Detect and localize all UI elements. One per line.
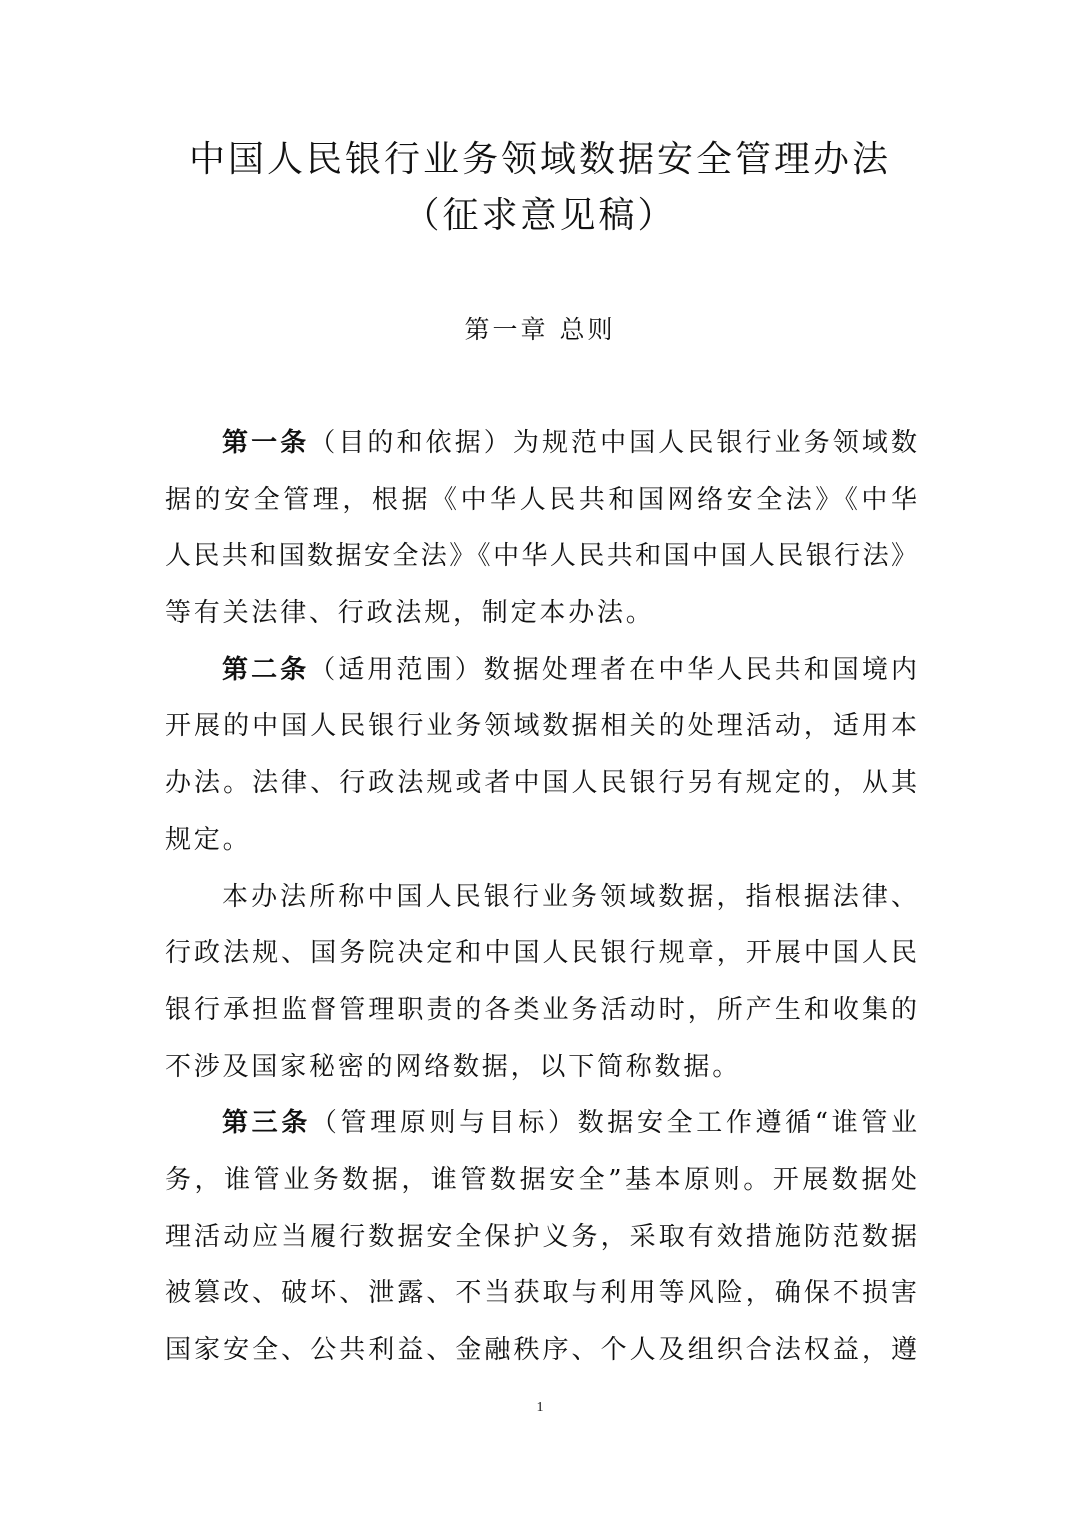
paragraph <box>165 869 917 1096</box>
text-line <box>165 925 917 982</box>
text-line <box>165 1095 917 1152</box>
text-line <box>165 528 917 585</box>
line-text: 规定。 <box>165 824 252 855</box>
chapter-heading: 第一章 总则 <box>464 315 616 344</box>
article-label: 第二条 <box>222 654 310 685</box>
text-line <box>165 472 917 529</box>
line-text: 等有关法律、行政法规，制定本办法。 <box>165 598 655 629</box>
line-text: 务，谁管业务数据，谁管数据安全”基本原则。开展数据处 <box>165 1164 917 1195</box>
line-text: 本办法所称中国人民银行业务领域数据，指根据法律、 <box>222 881 917 912</box>
line-text: （目的和依据）为规范中国人民银行业务领域数 <box>309 428 917 458</box>
article-label: 第一条 <box>222 428 310 458</box>
text-line <box>165 812 917 869</box>
line-text: 开展的中国人民银行业务领域数据相关的处理活动，适用本 <box>165 711 917 742</box>
line-text: 国家安全、公共利益、金融秩序、个人及组织合法权益，遵 <box>165 1335 917 1365</box>
document-subtitle: （征求意见稿） <box>403 195 677 236</box>
text-line <box>165 982 917 1039</box>
text-line <box>165 1039 917 1096</box>
text-line <box>165 415 917 472</box>
paragraph <box>165 642 917 869</box>
text-line <box>165 698 917 755</box>
line-text: 据的安全管理，根据《中华人民共和国网络安全法》《中华 <box>165 484 917 515</box>
text-line <box>165 1152 917 1209</box>
line-text: 银行承担监督管理职责的各类业务活动时，所产生和收集的 <box>165 994 917 1025</box>
text-line <box>165 869 917 926</box>
line-text: 办法。法律、行政法规或者中国人民银行另有规定的，从其 <box>165 768 917 799</box>
paragraph <box>165 1095 917 1378</box>
paragraph <box>165 415 917 642</box>
line-text: 理活动应当履行数据安全保护义务，采取有效措施防范数据 <box>165 1221 917 1252</box>
text-line <box>165 1265 917 1322</box>
document-title: 中国人民银行业务领域数据安全管理办法 <box>188 139 891 180</box>
text-line <box>165 755 917 812</box>
text-line <box>165 642 917 699</box>
text-line <box>165 1322 917 1379</box>
document-body <box>165 415 917 1379</box>
line-text: 行政法规、国务院决定和中国人民银行规章，开展中国人民 <box>165 938 917 969</box>
text-line <box>165 1209 917 1266</box>
line-text: （适用范围）数据处理者在中华人民共和国境内 <box>309 654 917 685</box>
line-text: （管理原则与目标）数据安全工作遵循“谁管业 <box>310 1108 917 1139</box>
line-text: 被篡改、破坏、泄露、不当获取与利用等风险，确保不损害 <box>165 1278 917 1309</box>
line-text: 人民共和国数据安全法》《中华人民共和国中国人民银行法》 <box>165 541 917 572</box>
text-line <box>165 585 917 642</box>
line-text: 不涉及国家秘密的网络数据，以下简称数据。 <box>165 1051 742 1082</box>
article-label: 第三条 <box>222 1108 311 1139</box>
page-number: 1 <box>536 1400 544 1415</box>
